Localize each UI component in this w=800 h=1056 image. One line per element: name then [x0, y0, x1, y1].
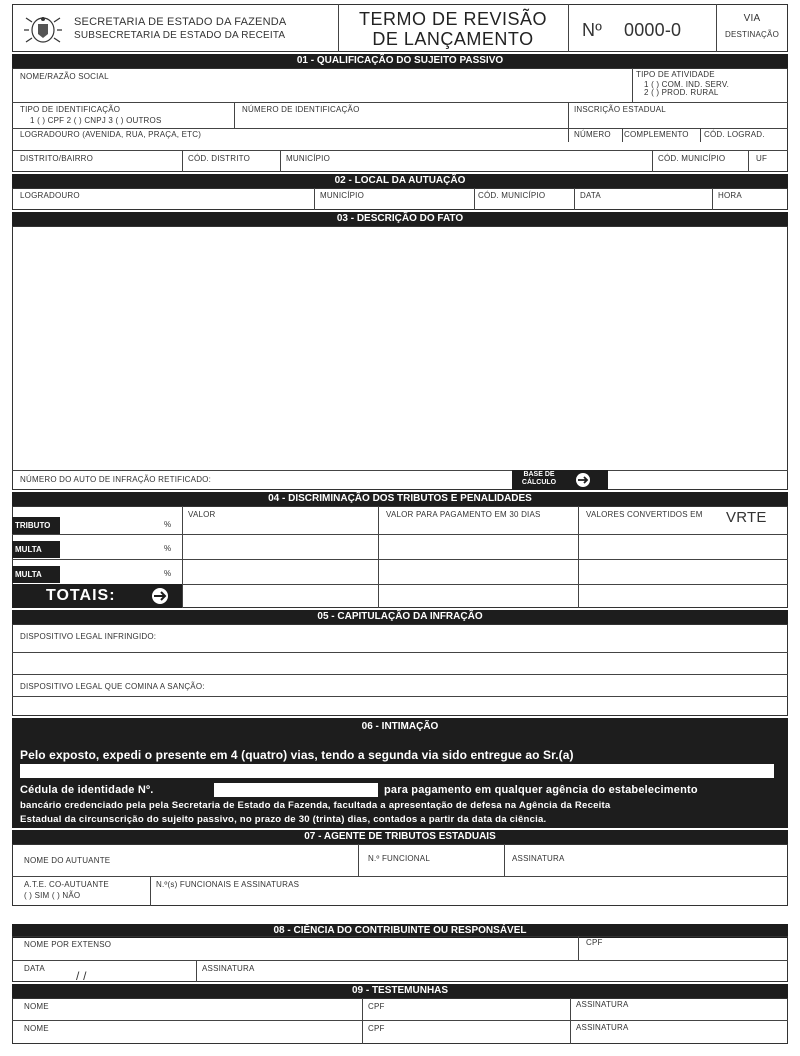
descricao-fato-area[interactable] [12, 226, 788, 490]
numero-value: 0000-0 [624, 20, 682, 40]
testemunha-2-assinatura[interactable]: ASSINATURA [576, 1023, 629, 1032]
ciencia-data-label[interactable]: DATA [24, 964, 45, 973]
hora-label[interactable]: HORA [718, 191, 742, 200]
cedula-field[interactable] [214, 783, 378, 797]
section-07-title: 07 - AGENTE DE TRIBUTOS ESTADUAIS [12, 830, 788, 844]
data-label[interactable]: DATA [580, 191, 601, 200]
local-cod-municipio-label[interactable]: CÓD. MUNICÍPIO [478, 191, 546, 200]
base-calculo-tag [512, 470, 608, 490]
intimacao-line3: bancário credenciado pela pela Secretaria de Estado da Fazenda, facultada a apresentação de defesa na Agência da Receita [20, 800, 611, 811]
convertidos-header: VALORES CONVERTIDOS EM [586, 510, 703, 519]
valor-header: VALOR [188, 510, 216, 519]
row-multa-1-tag: MULTA [12, 541, 60, 558]
nome-extenso-label[interactable]: NOME POR EXTENSO [24, 940, 112, 949]
nome-autuante-label[interactable]: NOME DO AUTUANTE [24, 856, 111, 865]
totais-tag [12, 584, 182, 608]
arrow-right-icon [574, 472, 592, 488]
testemunha-1-assinatura[interactable]: ASSINATURA [576, 1000, 629, 1009]
section-08-title: 08 - CIÊNCIA DO CONTRIBUINTE OU RESPONSÁVEL [12, 924, 788, 938]
pct-multa-1[interactable]: % [164, 544, 172, 553]
nome-label[interactable]: NOME/RAZÃO SOCIAL [20, 72, 109, 81]
testemunha-2-nome[interactable]: NOME [24, 1024, 49, 1033]
totais-label: TOTAIS: [46, 587, 116, 604]
auto-retificado-label[interactable]: NÚMERO DO AUTO DE INFRAÇÃO RETIFICADO: [20, 475, 212, 484]
funcional-label[interactable]: N.º FUNCIONAL [368, 854, 430, 863]
municipio-label[interactable]: MUNICÍPIO [286, 154, 331, 163]
uf-label[interactable]: UF [756, 154, 768, 163]
pct-multa-2[interactable]: % [164, 569, 172, 578]
dispositivo-sancao-label[interactable]: DISPOSITIVO LEGAL QUE COMINA A SANÇÃO: [20, 682, 205, 691]
section-02 [12, 188, 788, 210]
ciencia-cpf-label[interactable]: CPF [586, 938, 603, 947]
numero-label: Nº [582, 20, 602, 40]
tipo-identificacao-options[interactable]: 1 ( ) CPF 2 ( ) CNPJ 3 ( ) OUTROS [30, 116, 162, 125]
section-04-title: 04 - DISCRIMINAÇÃO DOS TRIBUTOS E PENALIDADES [12, 492, 788, 506]
row-tributo-tag: TRIBUTO [12, 517, 60, 534]
subsecretaria-text: SUBSECRETARIA DE ESTADO DA RECEITA [74, 30, 286, 41]
via-label: VIA [743, 13, 761, 24]
intimacao-line4: Estadual da circunscrição do sujeito passivo, no prazo de 30 (trinta) dias, contados a partir da data da ciência. [20, 814, 547, 825]
intimacao-line1: Pelo exposto, expedi o presente em 4 (quatro) vias, tendo a segunda via sido entregue ao Sr.(a) [20, 748, 574, 762]
numero-field-label[interactable]: NÚMERO [574, 130, 611, 139]
coat-of-arms-icon [24, 14, 62, 46]
secretaria-text: SECRETARIA DE ESTADO DA FAZENDA [74, 16, 287, 28]
form-title-line1: TERMO DE REVISÃO [358, 9, 548, 29]
dispositivo-infringido-label[interactable]: DISPOSITIVO LEGAL INFRINGIDO: [20, 632, 157, 641]
complemento-label[interactable]: COMPLEMENTO [624, 130, 689, 139]
ciencia-assinatura-label[interactable]: ASSINATURA [202, 964, 255, 973]
arrow-right-icon [150, 587, 170, 605]
testemunha-2-cpf[interactable]: CPF [368, 1024, 385, 1033]
section-05-title: 05 - CAPITULAÇÃO DA INFRAÇÃO [12, 610, 788, 624]
via-value: DESTINAÇÃO [724, 30, 779, 39]
numero-identificacao-label[interactable]: NÚMERO DE IDENTIFICAÇÃO [242, 105, 360, 114]
section-01-title: 01 - QUALIFICAÇÃO DO SUJEITO PASSIVO [12, 54, 788, 68]
vrte-header: VRTE [726, 509, 767, 526]
inscricao-estadual-label[interactable]: INSCRIÇÃO ESTADUAL [574, 105, 666, 114]
assinatura-autuante-label[interactable]: ASSINATURA [512, 854, 565, 863]
valor30-header: VALOR PARA PAGAMENTO EM 30 DIAS [386, 510, 541, 519]
section-03-title: 03 - DESCRIÇÃO DO FATO [12, 212, 788, 226]
local-logradouro-label[interactable]: LOGRADOURO [20, 191, 80, 200]
testemunha-1-nome[interactable]: NOME [24, 1002, 49, 1011]
co-autuante-options[interactable]: ( ) SIM ( ) NÃO [24, 891, 81, 900]
testemunha-1-cpf[interactable]: CPF [368, 1002, 385, 1011]
section-06-title: 06 - INTIMAÇÃO [361, 721, 439, 732]
cod-municipio-label[interactable]: CÓD. MUNICÍPIO [658, 154, 726, 163]
cod-distrito-label[interactable]: CÓD. DISTRITO [188, 154, 251, 163]
atividade-option-2[interactable]: 2 ( ) PROD. RURAL [644, 88, 719, 97]
section-02-title: 02 - LOCAL DA AUTUAÇÃO [12, 174, 788, 188]
atividade-option-1[interactable]: 1 ( ) COM. IND. SERV. [644, 80, 730, 89]
local-municipio-label[interactable]: MUNICÍPIO [320, 191, 365, 200]
form-page [12, 4, 788, 1048]
logradouro-label[interactable]: LOGRADOURO (AVENIDA, RUA, PRAÇA, ETC) [20, 130, 202, 139]
section-08 [12, 936, 788, 982]
cedula-label: Cédula de identidade Nº. [20, 784, 154, 796]
intimacao-line2: para pagamento em qualquer agência do estabelecimento [384, 784, 698, 796]
section-09-title: 09 - TESTEMUNHAS [12, 984, 788, 998]
entregue-a-field[interactable] [20, 764, 774, 778]
funcionais-assinaturas-label[interactable]: N.º(s) FUNCIONAIS E ASSINATURAS [156, 880, 300, 889]
section-09 [12, 998, 788, 1044]
form-title-line2: DE LANÇAMENTO [372, 29, 534, 49]
tipo-identificacao-label: TIPO DE IDENTIFICAÇÃO [20, 105, 121, 114]
base-calculo-label: BASE DE CÁLCULO [521, 471, 557, 486]
co-autuante-label: A.T.E. CO-AUTUANTE [24, 880, 109, 889]
distrito-label[interactable]: DISTRITO/BAIRRO [20, 154, 94, 163]
tipo-atividade-label: TIPO DE ATIVIDADE [636, 70, 715, 79]
row-multa-2-tag: MULTA [12, 566, 60, 583]
cod-lograd-label[interactable]: CÓD. LOGRAD. [704, 130, 765, 139]
ciencia-data-separators: / / [76, 969, 87, 983]
pct-tributo[interactable]: % [164, 520, 172, 529]
